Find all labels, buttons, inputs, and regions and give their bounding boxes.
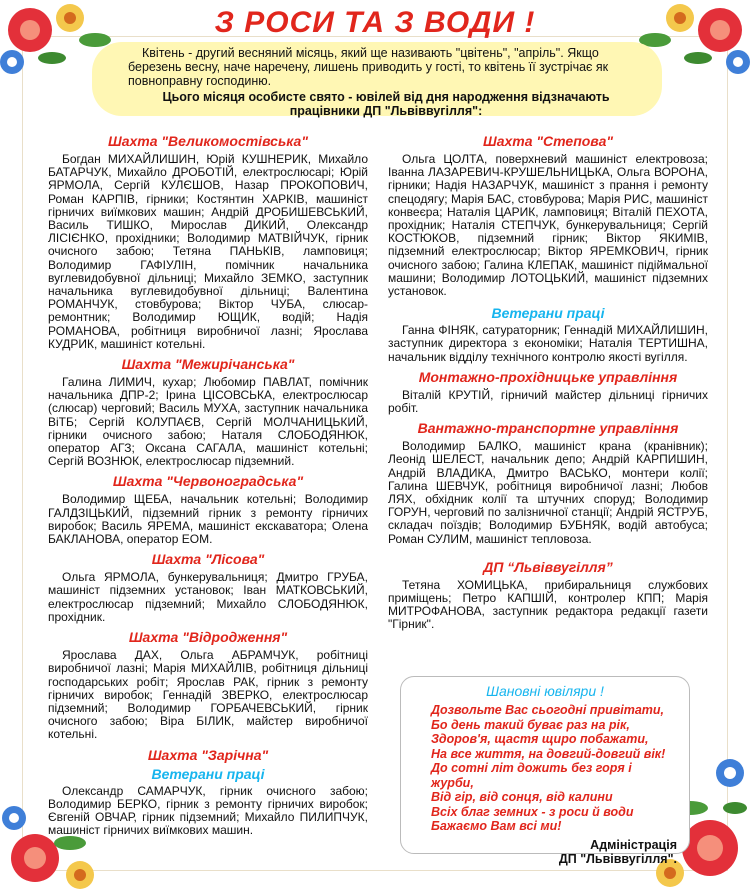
section-title: Шахта "Великомостівська" <box>108 133 308 149</box>
section-title: Шахта "Степова" <box>483 133 613 149</box>
section-subtitle: Ветерани праці <box>151 765 265 782</box>
section-text: Олександр САМАРЧУК, гірник очисного забою; Володимир БЕРКО, гірник з ремонту гірничих виробок; Євгеній ОВЧАР, гірник підземний; Михайло ПИЛИПЧУК, машиніст гірничих виїмкових машин. <box>48 783 368 838</box>
intro-paragraph: Квітень - другий весняний місяць, який ще називають "цвітень", "апріль". Якщо березень весну, наче наречену, лишень приводить у гості, то квітень її зустрічає як повноправну господиню. <box>128 46 609 88</box>
section-text: Богдан МИХАЙЛИШИН, Юрій КУШНЕРИК, Михайло БАТАРЧУК, Михайло ДРОБОТІЙ, електрослюсарі; Юрій ЯРМОЛА, Сергій КУЛЄШОВ, Назар ПРОКОПОВИЧ, Роман КАРПІВ, гірники; Костянтин ХАРКІВ, машиніст гірничих виїмкових машин; Андрій ДРОБИШЕВСЬКИЙ, Василь ТИШКО, Мирослав ДИКИЙ, Олександр ЛІСІЄНКО, прохідники; Володимир МАТВІЙЧУК, гірник очисного забою; Тетяна ПАНЬКІВ, ламповиця; Володимир ГАФІУЛІН, помічник начальника вуглевидобувної дільниці; Михайло ЗЕМКО, заступник начальника вуглевидобувної дільниці; Валентина РОМАНЧУК, стовбурова; Віктор ЧУБА, слюсар-ремонтник; Володимир ЮЩИК, водій; Надія РОМАНОВА, робітниця виробничої лазні; Ярослава КУДРИК, машиніст котельні. <box>48 152 368 351</box>
signature-line: Адміністрація <box>590 837 677 852</box>
section-title: Шахта "Лісова" <box>151 551 265 568</box>
poem-line: На все життя, на довгий-довгий вік! <box>431 746 666 761</box>
poem-line: Здоров'я, щастя щиро побажати, <box>431 732 649 746</box>
poem-line: Всіх благ земних - з роси й води <box>431 804 634 819</box>
greeting-poem <box>431 703 677 834</box>
section-subtitle: Ветерани праці <box>491 305 605 322</box>
section-text: Ольга ЯРМОЛА, бункерувальниця; Дмитро ГРУБА, машиніст підземних установок; Іван МАТКОВСЬКИЙ, електрослюсар підземний; Михайло СЛОБОДЯНЮК, прохідник. <box>48 570 368 624</box>
signature-line: ДП "Львіввугілля". <box>558 851 677 866</box>
section-title: Шахта "Відродження" <box>128 629 288 646</box>
poem-line: Бажаємо Вам всі ми! <box>431 819 562 833</box>
section-text: Тетяна ХОМИЦЬКА, прибиральниця службових приміщень; Петро КАПШІЙ, контролер КПП; Марія МИТРОФАНОВА, заступник редактора редакції газети "Гірник". <box>388 577 708 632</box>
section-title: Шахта "Межирічанська" <box>121 356 295 373</box>
section-title: Шахта "Червоноградська" <box>112 473 304 490</box>
section-title: Шахта "Зарічна" <box>147 746 269 763</box>
section-text: Ярослава ДАХ, Ольга АБРАМЧУК, робітниці виробничої лазні; Марія МИХАЙЛІВ, робітниця дільниці господарських робіт; Ярослав РАК, гірник з ремонту гірничих виробок; Геннадій ЗВЕРКО, електрослюсар підземний; Володимир ГОРБАЧЕВСЬКИЙ, гірник очисного забою; Віра БІЛИК, майстер виробничої котельні. <box>48 648 368 742</box>
greeting-box <box>400 676 690 866</box>
left-column <box>48 128 368 837</box>
poem-line: До сотні літ дожить без горя і журби, <box>431 761 632 790</box>
section-text: Галина ЛИМИЧ, кухар; Любомир ПАВЛАТ, помічник начальника ДПР-2; Ірина ЦІСОВСЬКА, електрослюсар (слюсар) черговий; Василь МУХА, заступник начальника ВіТБ; Сергій КОЛУПАЄВ, Сергій МОЛЧАНИЦЬКИЙ, гірники очисного забою; Наталя СЛОБОДЯНЮК, оператор АГЗ; Оксана САГАЛА, машиніст котельні; Сергій ВОЗНЮК, електрослюсар підземний. <box>48 375 368 469</box>
section-text: Володимир ЩЕБА, начальник котельні; Володимир ГАЛДЗІЦЬКИЙ, підземний гірник з ремонту гірничих виробок; Василь ЯРЕМА, машиніст екскаватора; Олена БАКЛАНОВА, оператор ЕОМ. <box>48 492 368 547</box>
section-title: Вантажно-транспортне управління <box>417 420 679 437</box>
page-title: З РОСИ ТА З ВОДИ ! <box>214 6 536 39</box>
section-title: ДП “Львіввугілля” <box>483 558 613 575</box>
section-text: Віталій КРУТІЙ, гірничий майстер дільниці гірничих робіт. <box>388 387 708 416</box>
section-text: Володимир БАЛКО, машиніст крана (кранівник); Леонід ШЕЛЕСТ, начальник депо; Андрій КАРПИШИН, Андрій ВЛАДИКА, Дмитро ВАСЬКО, монтери колії; Галина ШЕВЧУК, робітниця виробничої лазні; Любов ЛЯХ, обхідник колії та штучних споруд; Володимир ГОРУН, черговий по залізничної станції; Андрій ЯСТРУБ, складач поїздів; Володимир БУБНЯК, водій автобуса; Роман СУЛИМ, машиніст тепловоза. <box>388 439 708 546</box>
intro-box <box>92 42 662 116</box>
poem-line: Від гір, від сонця, від калини <box>431 790 613 804</box>
greeting-signature <box>413 838 677 866</box>
poem-line: Бо день такий буває раз на рік, <box>431 717 630 732</box>
section-text: Ганна ФІНЯК, сатураторник; Геннадій МИХАЙЛИШИН, заступник директора з економіки; Наталія ТЕРТИШНА, начальник відділу технічного контролю якості вугілля. <box>388 323 708 364</box>
section-title: Монтажно-прохідницьке управління <box>418 368 678 385</box>
poem-line: Дозвольте Вас сьогодні привітати, <box>431 703 665 717</box>
intro-lead: Цього місяця особисте свято - ювілей від дня народження відзначають працівники ДП "Львіввугілля": <box>162 90 610 118</box>
right-column <box>388 128 708 632</box>
greeting-title: Шановні ювіляри ! <box>486 683 604 699</box>
section-text: Ольга ЦОЛТА, поверхневий машиніст електровоза; Іванна ЛАЗАРЕВИЧ-КРУШЕЛЬНИЦЬКА, Ольга ВОРОНА, гірники; Надія НАЗАРЧУК, машиніст з прання і ремонту спецодягу; Марія БАС, стовбурова; Марія РИС, машиніст конвеєра; Наталія ЦАРИК, ламповиця; Віталій ПЕХОТА, прохідник; Наталія СТЕПЧУК, бункерувальниця; Сергій КОСТЮКОВ, підземний гірник; Віктор ЯКИМІВ, підземний електрослюсар; Віктор ЯРЕМКОВИЧ, гірник очисного забою; Галина КЛЕПАК, машиніст підіймальної машини; Володимир ЛОТОЦЬКИЙ, машиніст підземних установок. <box>388 152 708 299</box>
